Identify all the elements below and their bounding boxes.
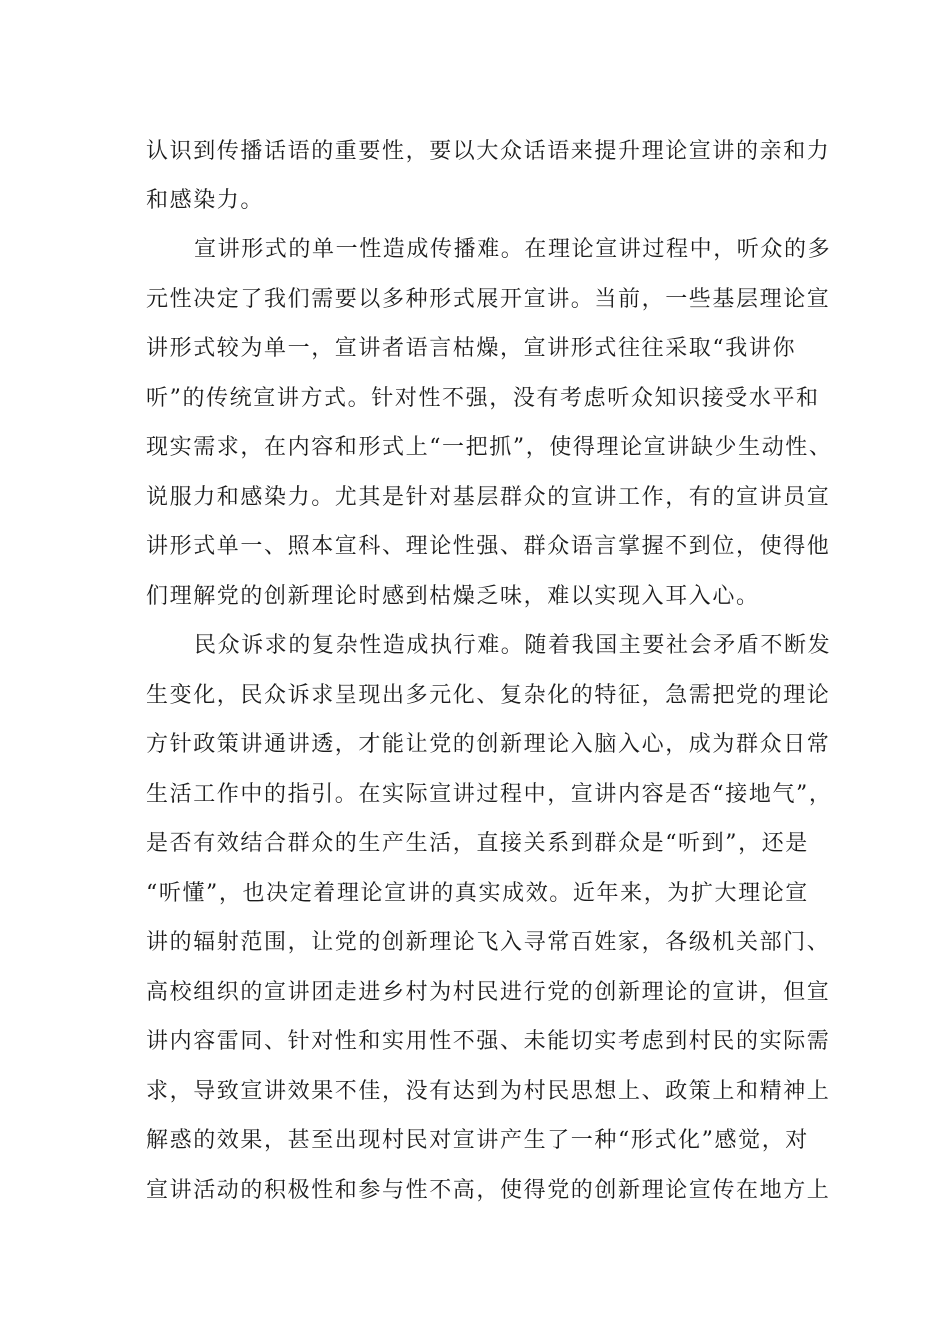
text-line: 现实需求，在内容和形式上“一把抓”，使得理论宣讲缺少生动性、 [146, 435, 833, 460]
paragraph-start-line: 宣讲形式的单一性造成传播难。在理论宣讲过程中，听众的多 [194, 237, 832, 262]
text-line: 生活工作中的指引。在实际宣讲过程中，宣讲内容是否“接地气”， [146, 782, 833, 807]
text-line: 生变化，民众诉求呈现出多元化、复杂化的特征，急需把党的理论 [146, 683, 831, 708]
text-line: 方针政策讲通讲透，才能让党的创新理论入脑入心，成为群众日常 [146, 732, 831, 757]
text-line: 讲形式较为单一，宣讲者语言枯燥，宣讲形式往往采取“我讲你 [146, 336, 797, 361]
text-line: 元性决定了我们需要以多种形式展开宣讲。当前，一些基层理论宣 [146, 287, 831, 312]
text-line: 讲的辐射范围，让党的创新理论飞入寻常百姓家，各级机关部门、 [146, 930, 831, 955]
text-line: 讲内容雷同、针对性和实用性不强、未能切实考虑到村民的实际需 [146, 1029, 831, 1054]
text-line: 讲形式单一、照本宣科、理论性强、群众语言掌握不到位，使得他 [146, 534, 831, 559]
text-line: 解惑的效果，甚至出现村民对宣讲产生了一种“形式化”感觉，对 [146, 1128, 809, 1153]
text-line: 们理解党的创新理论时感到枯燥乏味，难以实现入耳入心。 [146, 584, 760, 609]
text-line: 是否有效结合群众的生产生活，直接关系到群众是“听到”，还是 [146, 831, 809, 856]
text-line: 说服力和感染力。尤其是针对基层群众的宣讲工作，有的宣讲员宣 [146, 485, 831, 510]
text-line: 听”的传统宣讲方式。针对性不强，没有考虑听众知识接受水平和 [146, 386, 820, 411]
text-line: 认识到传播话语的重要性，要以大众话语来提升理论宣讲的亲和力 [146, 139, 831, 164]
text-line: 和感染力。 [146, 188, 265, 213]
text-line: “听懂”，也决定着理论宣讲的真实成效。近年来，为扩大理论宣 [146, 881, 809, 906]
paragraph-start-line: 民众诉求的复杂性造成执行难。随着我国主要社会矛盾不断发 [194, 633, 832, 658]
text-line: 求，导致宣讲效果不佳，没有达到为村民思想上、政策上和精神上 [146, 1079, 831, 1104]
text-line: 宣讲活动的积极性和参与性不高，使得党的创新理论宣传在地方上 [146, 1178, 831, 1203]
text-line: 高校组织的宣讲团走进乡村为村民进行党的创新理论的宣讲，但宣 [146, 980, 831, 1005]
